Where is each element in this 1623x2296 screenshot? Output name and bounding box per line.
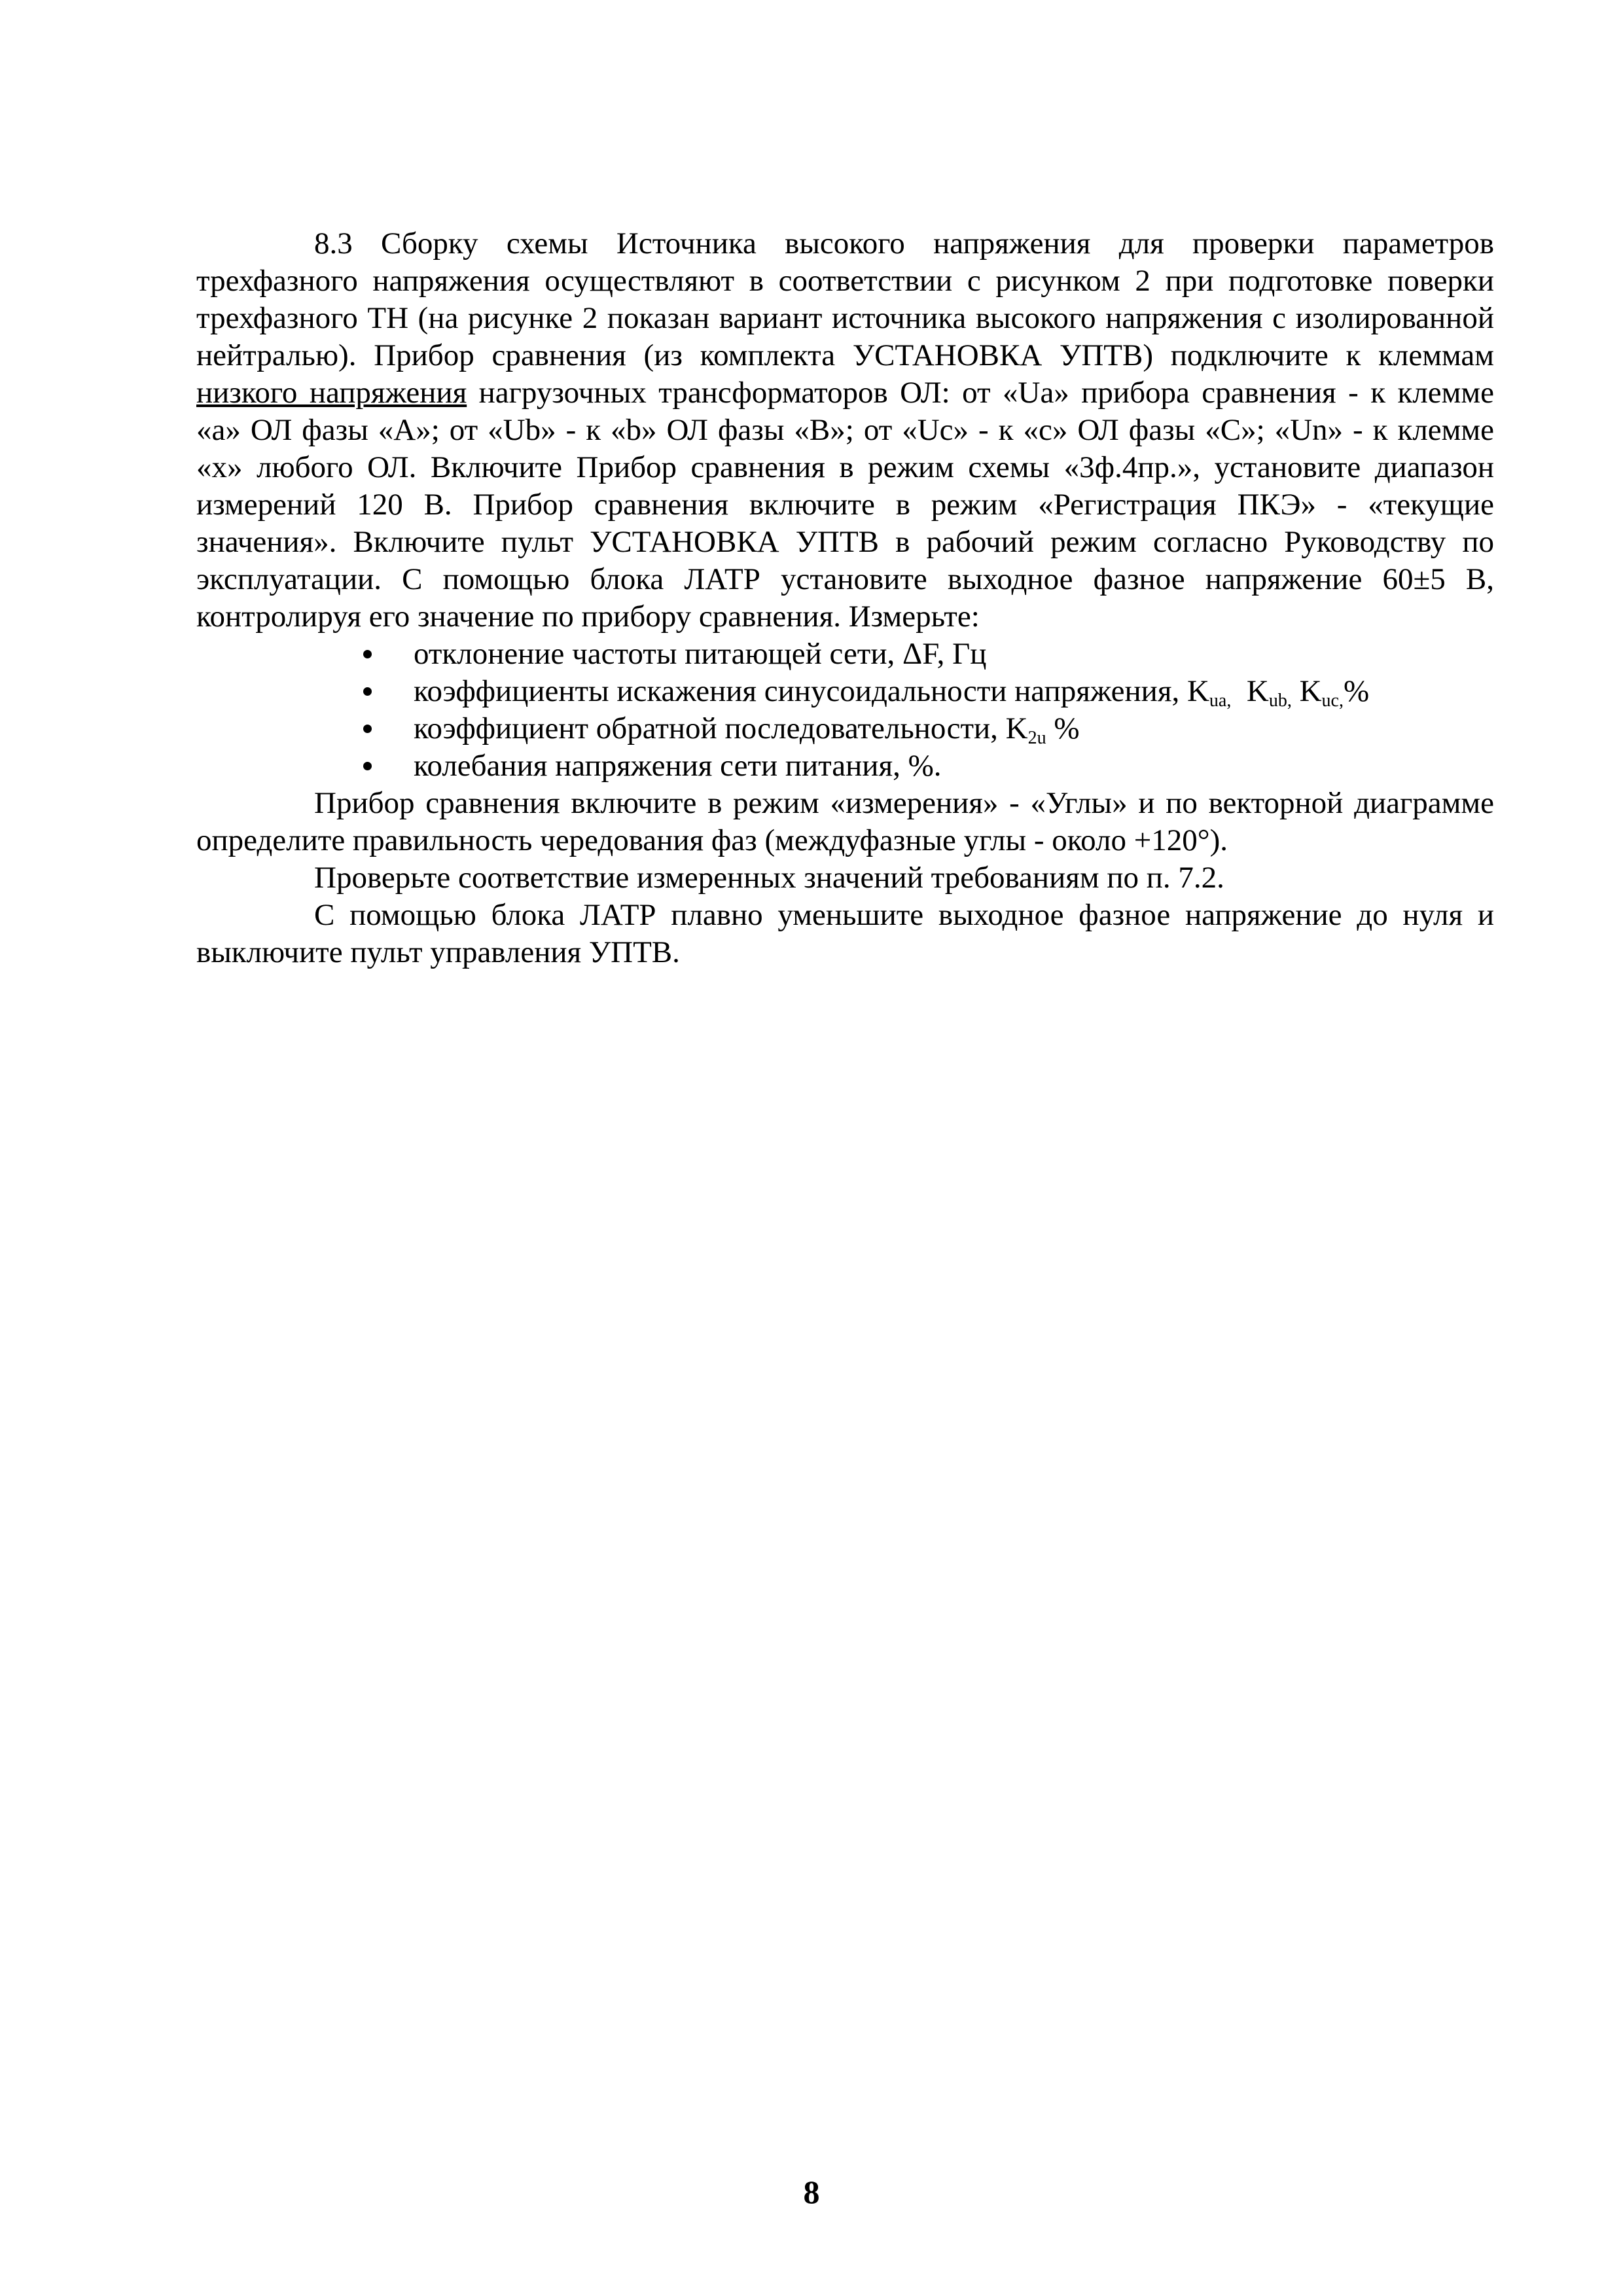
bullet-icon	[363, 687, 372, 696]
list-item-negative-sequence-text: коэффициент обратной последовательности,	[414, 711, 1006, 745]
bullet-icon	[363, 762, 372, 770]
bullet-icon	[363, 650, 372, 658]
k-symbol: K	[1246, 674, 1269, 708]
list-item-distortion-text: коэффициенты искажения синусоидальности напряжения,	[414, 674, 1187, 708]
percent-sign: %	[1343, 674, 1370, 708]
subscript-2u: 2u	[1027, 728, 1046, 748]
list-item-distortion	[196, 673, 1494, 710]
paragraph-8-3-text-start: 8.3 Сборку схемы Источника высокого напряжения для проверки параметров трехфазного напряжения осуществляют в соответствии с рисунком 2 при подготовке поверки трехфазного ТН (на рисунке 2 показан вариант источника высокого напряжения с изолированной нейтралью). Прибор сравнения (из комплекта УСТАНОВКА УПТВ) подключите к клеммам	[196, 226, 1494, 372]
list-item-negative-sequence	[196, 710, 1494, 747]
subscript-ub: ub,	[1268, 691, 1292, 711]
list-item-frequency-text: отклонение частоты питающей сети, ΔF, Гц	[414, 637, 987, 671]
list-item-fluctuation-text: колебания напряжения сети питания, %.	[414, 749, 942, 783]
paragraph-shutdown: С помощью блока ЛАТР плавно уменьшите выходное фазное напряжение до нуля и выключите пульт управления УПТВ.	[196, 898, 1494, 969]
k-symbol: K	[1299, 674, 1322, 708]
page-content	[196, 225, 1494, 971]
paragraph-8-3-text-end: нагрузочных трансформаторов ОЛ: от «Ua» прибора сравнения - к клемме «а» ОЛ фазы «А»; от «Ub» - к «b» ОЛ фазы «В»; от «Uc» - к «с» ОЛ фазы «С»; «Un» - к клемме «х» любого ОЛ. Включите Прибор сравнения в режим схемы «3ф.4пр.», установите диапазон измерений 120 В. Прибор сравнения включите в режим «Регистрация ПКЭ» - «текущие значения». Включите пульт УСТАНОВКА УПТВ в рабочий режим согласно Руководству по эксплуатации. С помощью блока ЛАТР установите выходное фазное напряжение 60±5 В, контролируя его значение по прибору сравнения. Измерьте:	[196, 376, 1494, 634]
page-number: 8	[803, 2174, 820, 2210]
subscript-ua: ua,	[1209, 691, 1232, 711]
list-item-frequency	[196, 636, 1494, 673]
percent-sign: %	[1046, 711, 1080, 745]
subscript-uc: uc,	[1321, 691, 1344, 711]
paragraph-8-3	[196, 225, 1494, 636]
paragraph-phase-order: Прибор сравнения включите в режим «измерения» - «Углы» и по векторной диаграмме определите правильность чередования фаз (междуфазные углы - около +120°).	[196, 786, 1494, 857]
k-symbol: K	[1005, 711, 1028, 745]
measurement-list	[196, 636, 1494, 785]
list-item-fluctuation	[196, 747, 1494, 785]
underlined-low-voltage: низкого напряжения	[196, 376, 467, 410]
paragraph-check-requirements: Проверьте соответствие измеренных значений требованиям по п. 7.2.	[314, 861, 1224, 895]
k-symbol: K	[1186, 674, 1209, 708]
bullet-icon	[363, 725, 372, 733]
